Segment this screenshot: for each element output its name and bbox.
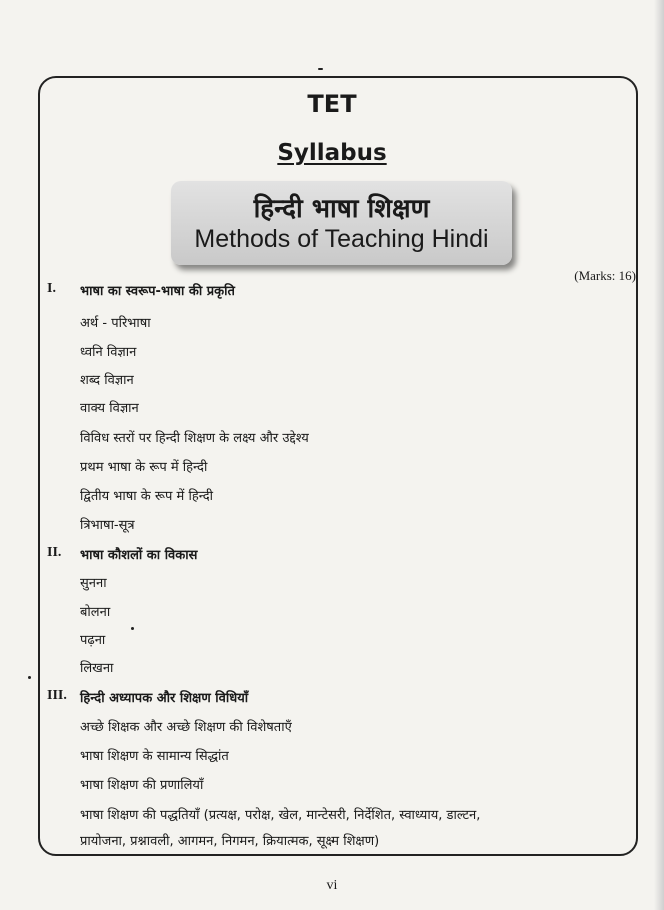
list-item: द्वितीय भाषा के रूप में हिन्दी (80, 489, 214, 504)
print-speck (28, 676, 31, 679)
section-numeral: II. (47, 545, 62, 560)
list-item: विविध स्तरों पर हिन्दी शिक्षण के लक्ष्य और उद्देश्य (80, 431, 309, 446)
list-item: लिखना (80, 661, 114, 676)
list-item: वाक्य विज्ञान (80, 401, 139, 416)
list-item: प्रथम भाषा के रूप में हिन्दी (80, 460, 208, 475)
section-title: भाषा कौशलों का विकास (80, 548, 198, 563)
marks-label: (Marks: 16) (574, 268, 636, 283)
page-number: vi (326, 878, 338, 893)
list-item: अच्छे शिक्षक और अच्छे शिक्षण की विशेषताएँ (80, 720, 292, 735)
list-item: शब्द विज्ञान (80, 373, 134, 388)
list-item: प्रायोजना, प्रश्नावली, आगमन, निगमन, क्रियात्मक, सूक्ष्म शिक्षण) (80, 834, 380, 849)
subject-title-english: Methods of Teaching Hindi (194, 225, 489, 253)
page-edge-shadow (654, 0, 664, 910)
list-item: त्रिभाषा-सूत्र (80, 518, 135, 533)
list-item: अर्थ - परिभाषा (80, 316, 151, 331)
list-item: पढ़ना (80, 633, 106, 648)
list-item: भाषा शिक्षण की प्रणालियाँ (80, 778, 204, 793)
subject-title-hindi: हिन्दी भाषा शिक्षण (253, 194, 430, 224)
subject-title-box (171, 181, 512, 265)
list-item: बोलना (80, 605, 111, 620)
print-speck (131, 627, 134, 630)
exam-title: TET (307, 90, 357, 118)
section-numeral: III. (47, 688, 67, 703)
list-item: भाषा शिक्षण के सामान्य सिद्धांत (80, 749, 229, 764)
list-item: सुनना (80, 576, 107, 591)
syllabus-heading: Syllabus (277, 140, 387, 166)
print-speck (318, 68, 323, 70)
list-item: भाषा शिक्षण की पद्धतियाँ (प्रत्यक्ष, परोक्ष, खेल, मान्टेसरी, निर्देशित, स्वाध्याय, डाल्टन, (80, 808, 481, 823)
section-title: भाषा का स्वरूप-भाषा की प्रकृति (80, 284, 235, 299)
section-title: हिन्दी अध्यापक और शिक्षण विधियाँ (80, 691, 249, 706)
list-item: ध्वनि विज्ञान (80, 345, 137, 360)
section-numeral: I. (47, 281, 56, 296)
